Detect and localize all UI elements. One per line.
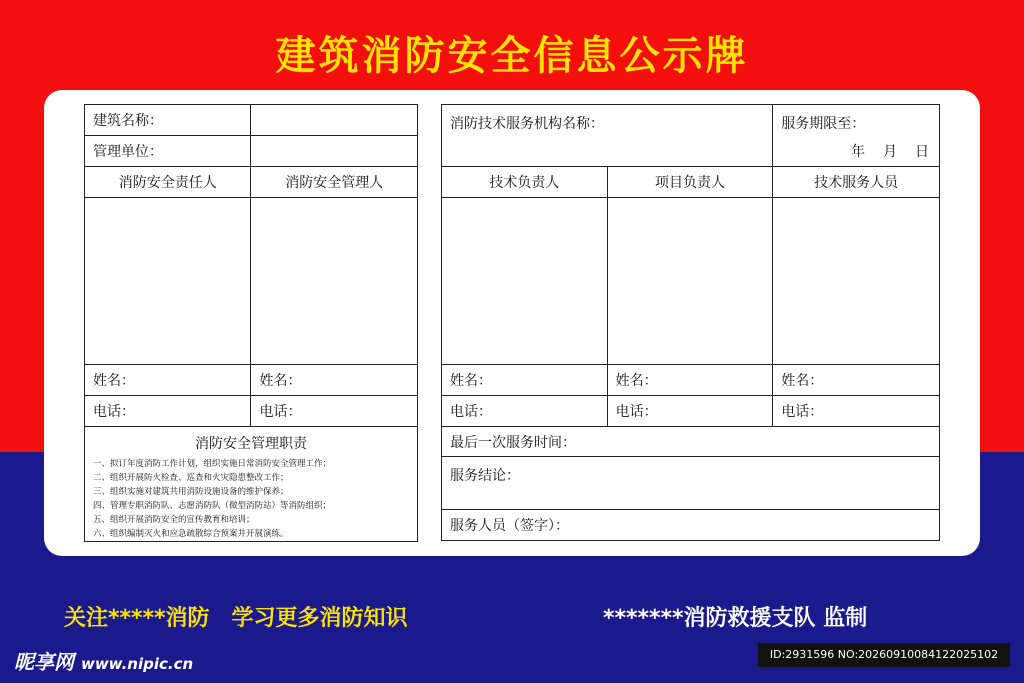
watermark-logo: [14, 646, 193, 675]
responsible-person-header: 消防安全责任人: [85, 167, 251, 198]
service-period-cell: [773, 105, 940, 167]
service-staff-name-label: 姓名：: [773, 365, 940, 396]
board-title: 建筑消防安全信息公示牌: [275, 32, 749, 79]
duty-item: 五、组织开展消防安全的宣传教育和培训；: [93, 515, 255, 525]
project-lead-phone-label: 电话：: [607, 396, 773, 427]
footer-supervisor: *******消防救援支队 监制: [603, 606, 868, 631]
watermark-url: www.nipic.cn: [80, 655, 194, 673]
tech-lead-phone-label: 电话：: [442, 396, 608, 427]
service-staff-phone-label: 电话：: [773, 396, 940, 427]
service-period-label: 服务期限至：: [781, 116, 866, 132]
agency-name-label: 消防技术服务机构名称：: [442, 105, 773, 167]
project-lead-header: 项目负责人: [607, 167, 773, 198]
responsible-person-photo-area: [85, 198, 251, 365]
responsible-person-name-label: 姓名：: [85, 365, 251, 396]
tech-lead-header: 技术负责人: [442, 167, 608, 198]
duty-item: 六、组织编制灭火和应急疏散综合预案并开展演练。: [93, 529, 289, 539]
tech-lead-name-label: 姓名：: [442, 365, 608, 396]
service-staff-photo-area: [773, 198, 940, 365]
building-name-label: 建筑名称：: [85, 105, 251, 136]
service-period-date: 年 月 日: [851, 144, 931, 160]
duty-item: 四、管理专职消防队、志愿消防队（微型消防站）等消防组织；: [93, 501, 332, 511]
duty-item: 二、组织开展防火检查、巡查和火灾隐患整改工作；: [93, 473, 289, 483]
service-signature-label: 服务人员（签字）：: [442, 510, 940, 541]
building-info-table: [84, 104, 418, 542]
service-staff-header: 技术服务人员: [773, 167, 940, 198]
building-name-value: [251, 105, 418, 136]
service-agency-table: [441, 104, 940, 541]
duties-title: 消防安全管理职责: [195, 436, 307, 452]
duty-item: 一、拟订年度消防工作计划，组织实施日常消防安全管理工作；: [93, 459, 332, 469]
manager-header: 消防安全管理人: [251, 167, 418, 198]
duty-item: 三、组织实施对建筑共用消防设施设备的维护保养；: [93, 487, 289, 497]
duties-cell: [85, 427, 418, 542]
service-conclusion-label: 服务结论：: [442, 457, 940, 510]
footer-slogan: 关注*****消防 学习更多消防知识: [64, 606, 408, 631]
project-lead-photo-area: [607, 198, 773, 365]
last-service-time-label: 最后一次服务时间：: [442, 427, 940, 457]
project-lead-name-label: 姓名：: [607, 365, 773, 396]
manager-photo-area: [251, 198, 418, 365]
watermark-logo-text: 昵享网: [14, 650, 74, 674]
watermark-id: ID:2931596 NO:20260910084122025102: [758, 643, 1010, 667]
manager-phone-label: 电话：: [251, 396, 418, 427]
responsible-person-phone-label: 电话：: [85, 396, 251, 427]
management-unit-value: [251, 136, 418, 167]
management-unit-label: 管理单位：: [85, 136, 251, 167]
tech-lead-photo-area: [442, 198, 608, 365]
manager-name-label: 姓名：: [251, 365, 418, 396]
